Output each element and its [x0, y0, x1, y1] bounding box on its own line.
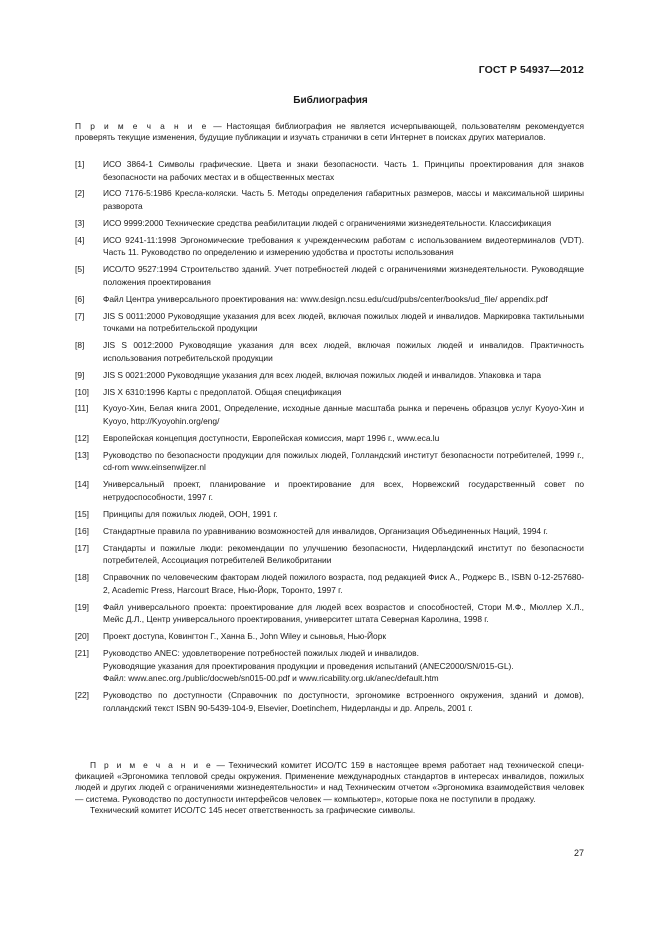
- entry-text: ИСО 7176-5:1986 Кресла-коляски. Часть 5. Методы определения габаритных размеров, массы и максимальной ширины разворота: [103, 188, 584, 212]
- entry-body: [103, 508, 584, 521]
- entry-number: [18]: [75, 572, 89, 583]
- entry-body: [103, 386, 584, 399]
- section-title: Библиография: [293, 95, 368, 106]
- entry-body: [103, 647, 584, 685]
- entry-text: Руководство по безопасности продукции для пожилых людей, Голландский институт безопасности потребителей, 1999 г., cd-rom www.einsenwijzer.nl: [103, 449, 584, 473]
- standard-identifier: ГОСТ Р 54937—2012: [478, 64, 584, 76]
- entry-text: Проект доступа, Ковингтон Г., Ханна Б., John Wiley и сыновья, Нью-Йорк: [103, 631, 387, 642]
- entry-body: [103, 339, 584, 364]
- bibliography-entry: [75, 571, 584, 596]
- bibliography-entry: [75, 263, 584, 288]
- entry-text: Файл универсального проекта: проектирование для людей всех возрастов и способностей, Стори М.Ф., Мюллер Х.Л., Мейс Д.Л., Центр универсального проектирования, университет штата Северная Каролина, 1998 г.: [103, 601, 584, 625]
- entry-text: Универсальный проект, планирование и проектирование для всех, Норвежский государственный совет по нетрудоспособности, 1997 г.: [103, 479, 584, 502]
- entry-body: [103, 601, 584, 626]
- bibliography-entry: [75, 601, 584, 626]
- note-text-secondary: Технический комитет ИСО/ТС 145 несет ответственность за графические символы.: [90, 804, 416, 815]
- entry-body: [103, 478, 584, 503]
- entry-body: [103, 432, 584, 445]
- entry-text: JIS S 0011:2000 Руководящие указания для всех людей, включая пожилых людей и инвалидов. Маркировка тактильными точками на потребительской продукции: [103, 310, 584, 334]
- entry-text: Принципы для пожилых людей, ООН, 1991 г.: [103, 508, 278, 519]
- entry-body: [103, 449, 584, 474]
- entry-number: [13]: [75, 449, 89, 460]
- entry-body: [103, 263, 584, 288]
- introductory-note: [75, 121, 584, 144]
- entry-number: [11]: [75, 403, 89, 414]
- entry-number: [22]: [75, 690, 89, 701]
- entry-number: [19]: [75, 601, 89, 612]
- entry-text: Стандартные правила по уравниванию возможностей для инвалидов, Организация Объединенных Наций, 1994 г.: [103, 525, 548, 536]
- entry-text: ИСО 3864-1 Символы графические. Цвета и знаки безопасности. Часть 1. Принципы проектирования для знаков безопасности на рабочих местах и в общественных местах: [103, 159, 584, 182]
- entry-text: Файл Центра универсального проектирования на: www.design.ncsu.edu/cud/pubs/center/books/ud_file/ appendix.pdf: [103, 293, 548, 304]
- entry-body: [103, 187, 584, 212]
- entry-body: [103, 369, 584, 382]
- entry-text: Kyoyo-Хин, Белая книга 2001, Определение, исходные данные масштаба рынка и перечень образцов услуг Kyoyo-Хин и Kyoyo, http://Kyoyohin.org/eng/: [103, 403, 584, 427]
- bibliography-entry: [75, 234, 584, 259]
- entry-number: [6]: [75, 293, 85, 304]
- entry-text: Справочник по человеческим факторам людей пожилого возраста, под редакцией Фиск А., Роджерс В., ISBN 0-12-257680-2, Academic Press, Harcourt Brace, Нью-Йорк, Торонто, 1997 г.: [103, 572, 584, 595]
- entry-number: [10]: [75, 386, 89, 397]
- entry-text: Европейская концепция доступности, Европейская комиссия, март 1996 г., www.eca.lu: [103, 432, 440, 443]
- bibliography-list: [75, 158, 584, 719]
- entry-text-extra: Руководящие указания для проектирования продукции и проведения испытаний (ANEC2000/SN/015-GL).: [103, 660, 514, 671]
- entry-body: [103, 310, 584, 335]
- entry-text: JIS S 0021:2000 Руководящие указания для всех людей, включая пожилых людей и инвалидов. Упаковка и тара: [103, 369, 542, 380]
- entry-number: [1]: [75, 159, 85, 169]
- entry-body: [103, 542, 584, 567]
- entry-text: Руководство по доступности (Справочник по доступности, эргономике встроенного окружения, зданий и домов), голландский текст ISBN 90-5439-104-9, Elsevier, Doetinchem, Нидерланды и др. Апрель, 2001 г.: [103, 690, 584, 713]
- entry-body: [103, 402, 584, 427]
- entry-text: JIS X 6310:1996 Карты с предоплатой. Общая спецификация: [103, 386, 342, 397]
- bibliography-entry: [75, 158, 584, 183]
- bibliography-entry: [75, 369, 584, 382]
- entry-number: [5]: [75, 264, 85, 275]
- bibliography-entry: [75, 689, 584, 714]
- entry-body: [103, 689, 584, 714]
- entry-body: [103, 217, 584, 230]
- entry-text: ИСО 9241-11:1998 Эргономические требования к учрежденческим работам с использованием видеотерминалов (VDT). Часть 11. Руководство по определению и измерению удобства и простоты использования: [103, 234, 584, 258]
- entry-body: [103, 630, 584, 643]
- entry-text: JIS S 0012:2000 Руководящие указания для всех людей, включая пожилых людей и инвалидов. Практичность использования потребительской продукции: [103, 340, 584, 363]
- note-text: — Технический комитет ИСО/ТС 159 в настоящее время работает над технической спецификацией «Эргономика тепловой среды окружения. Применение международных стандартов в интересах инвалидов, пожилых людей и других людей с ограничениями жизнедеятельности» и над Техническим отчетом «Эргономика взаимодействия человек — система. Руководство по доступности интерфейсов человек — компьютер», которые пока не поступили в продажу.: [75, 760, 584, 804]
- bibliography-entry: [75, 293, 584, 306]
- entry-number: [9]: [75, 369, 85, 380]
- note-label: П р и м е ч а н и е: [90, 760, 213, 770]
- bibliography-entry: [75, 542, 584, 567]
- bibliography-entry: [75, 630, 584, 643]
- entry-body: [103, 525, 584, 538]
- entry-number: [2]: [75, 188, 85, 199]
- bibliography-entry: [75, 525, 584, 538]
- entry-text: ИСО 9999:2000 Технические средства реабилитации людей с ограничениями жизнедеятельности. Классификация: [103, 217, 552, 228]
- note-text: — Настоящая библиография не является исчерпывающей, пользователям рекомендуется проверять текущие изменения, будущие публикации и изучать странички в сети Интернет в поисках других материалов.: [75, 121, 584, 143]
- bibliography-entry: [75, 478, 584, 503]
- entry-text-extra: Файл: www.anec.org./public/docweb/sn015-00.pdf и www.ricability.org.uk/anec/default.htm: [103, 673, 439, 684]
- note-label: П р и м е ч а н и е: [75, 121, 209, 131]
- bibliography-entry: [75, 339, 584, 364]
- entry-number: [16]: [75, 525, 89, 536]
- bibliography-entry: [75, 432, 584, 445]
- bibliography-entry: [75, 402, 584, 427]
- entry-text: Руководство ANEC: удовлетворение потребностей пожилых людей и инвалидов.: [103, 647, 419, 658]
- entry-body: [103, 571, 584, 596]
- bibliography-entry: [75, 508, 584, 521]
- entry-number: [17]: [75, 542, 89, 553]
- entry-number: [21]: [75, 647, 89, 658]
- entry-text: ИСО/ТО 9527:1994 Строительство зданий. Учет потребностей людей с ограничениями жизнедеятельности. Руководящие положения проектирования: [103, 264, 584, 287]
- bibliography-entry: [75, 647, 584, 685]
- entry-number: [12]: [75, 432, 89, 443]
- entry-body: [103, 293, 584, 306]
- entry-number: [3]: [75, 217, 85, 228]
- bibliography-entry: [75, 310, 584, 335]
- entry-number: [14]: [75, 479, 89, 490]
- entry-text: Стандарты и пожилые люди: рекомендации по улучшению безопасности, Нидерландский институт по безопасности потребителей, Ассоциация потребителей Великобритании: [103, 542, 584, 566]
- bibliography-entry: [75, 217, 584, 230]
- closing-note: [75, 760, 584, 816]
- bibliography-entry: [75, 386, 584, 399]
- entry-number: [15]: [75, 508, 89, 519]
- entry-number: [20]: [75, 631, 89, 642]
- bibliography-entry: [75, 449, 584, 474]
- entry-number: [4]: [75, 234, 85, 245]
- entry-number: [8]: [75, 340, 85, 351]
- entry-body: [103, 234, 584, 259]
- page-number: 27: [573, 848, 584, 858]
- entry-number: [7]: [75, 310, 85, 321]
- bibliography-entry: [75, 187, 584, 212]
- entry-body: [103, 158, 584, 183]
